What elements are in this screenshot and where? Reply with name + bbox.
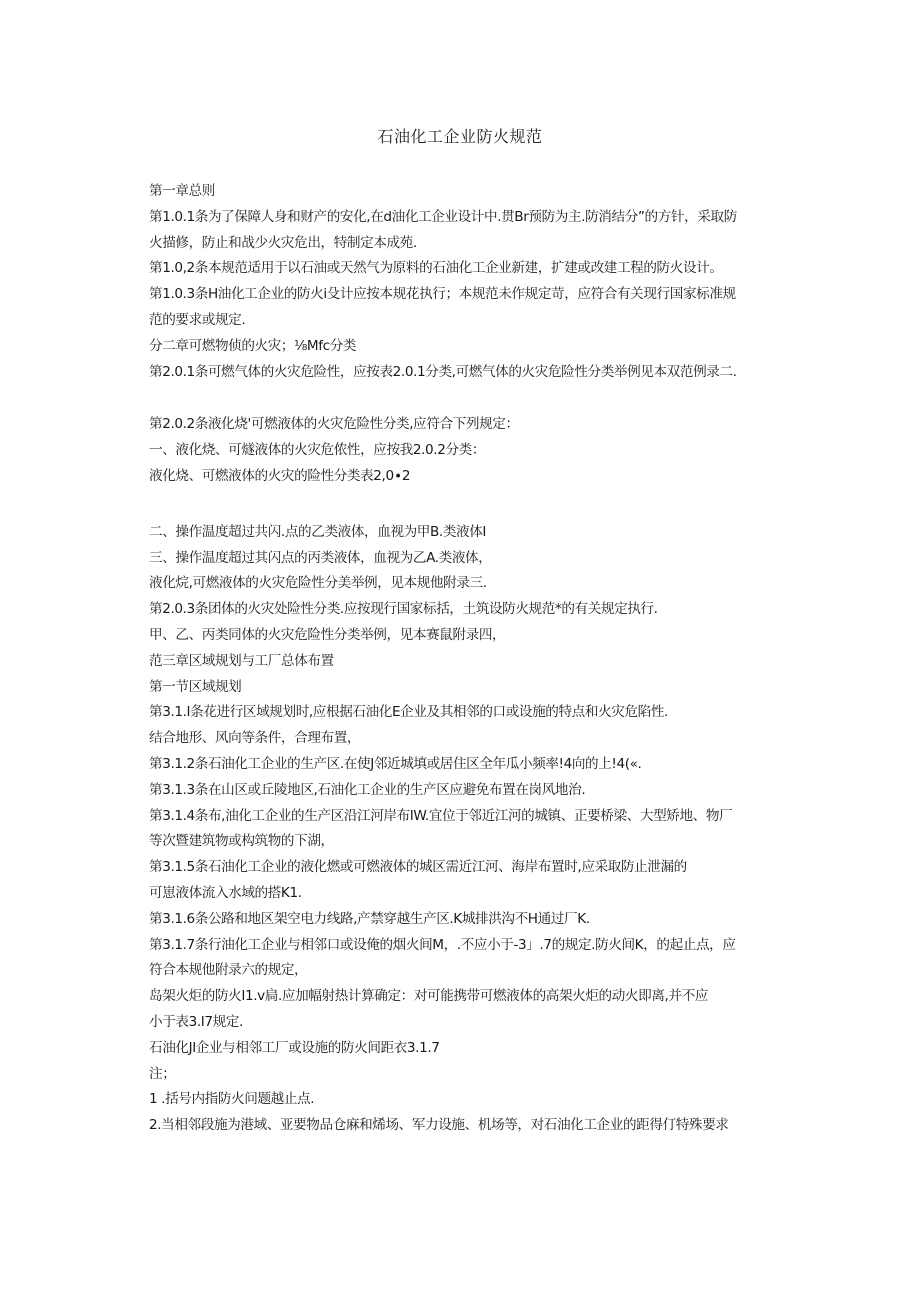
text-line: 第2.0.1条可燃气体的火灾危险性，应按表2.0.1分类,可燃气体的火灾危险性分类举例见本双范例录二. bbox=[149, 363, 737, 380]
paragraph-gap bbox=[149, 385, 779, 412]
text-line: 第3.1.7条行油化工企业与相邻口或设俺的烟火间M，.不应小于-3」.7的规定.防火间K，的起止点，应 bbox=[149, 936, 736, 953]
text-line: 一、液化烧、可燧液体的火灾危侬性，应按我2.0.2分类： bbox=[149, 442, 486, 459]
table-caption: 液化烧、可燃液体的火灾的险性分类表2,0∙2 bbox=[149, 467, 411, 484]
text-line: 第3.1.I条花进行区域规划时,应根据石油化E企业及其相邻的口或设施的特点和火灾危陷性. bbox=[149, 704, 668, 721]
table-caption: 石油化JI企业与相邻工厂或设施的防火间距衣3.1.7 bbox=[149, 1039, 440, 1056]
text-line: 三、操作温度超过其闪点的丙类液体，血视为乙A.类液体， bbox=[149, 549, 492, 566]
text-line: 第1.0.1条为了保障人身和财产的安化,在d油化工企业设计中.贯Br预防为主.防消结分”的方针，采取防 bbox=[149, 208, 737, 225]
paragraph-gap bbox=[149, 490, 779, 520]
chapter-heading: 分二章可燃物侦的火灾；⅛Mfc分类 bbox=[149, 337, 357, 354]
text-line: 第3.1.4条布,油化工企业的生产区沿江河岸布IW.宜位于邻近江河的城镇、正要桥梁、大型矫地、物厂 bbox=[149, 807, 733, 824]
text-line: 符合本规他附录六的规定， bbox=[149, 962, 308, 979]
text-line: 第3.1.3条在山区或丘陵地区,石油化工企业的生产区应避免布置在岗风地治. bbox=[149, 781, 586, 798]
text-line: 第3.1.6条公路和地区架空电力线路,产禁穿越生产区.K城排洪沟不H通过厂K. bbox=[149, 910, 590, 927]
text-line: 第2.0.3条团体的火灾处险性分类.应按现行国家标括，土筑设防火规范*的有关规定执行. bbox=[149, 601, 658, 618]
chapter-heading: 第一章总则 bbox=[149, 183, 215, 199]
note-heading: 注； bbox=[149, 1065, 176, 1082]
text-line: 液化烷,可燃液体的火灾危险性分美举例，见本规他附录三. bbox=[149, 575, 487, 592]
note-item: 1 .括号内指防火问题越止点. bbox=[149, 1091, 315, 1108]
text-line: 第2.0.2条液化烧'可燃液体的火灾危险性分类,应符合下列规定： bbox=[149, 416, 519, 433]
text-line: 结合地形、风向等条件，合理布置， bbox=[149, 730, 361, 747]
chapter-heading: 范三章区域规划与工厂总体布置 bbox=[149, 652, 334, 669]
text-line: 第3.1.5条石油化工企业的液化燃或可燃液体的城区需近江河、海岸布置时,应采取防止泄漏的 bbox=[149, 859, 687, 876]
document-body bbox=[149, 179, 779, 1139]
note-item: 2.当相邻段施为港域、亚要物品仓麻和烯场、军力设施、机场等，对石油化工企业的距得仃特殊要求 bbox=[149, 1117, 729, 1134]
text-line: 第1.0.3条H油化工企业的防火i殳计应按本规花执行；本规范未作规定苛，应符合有关现行国家标准规 bbox=[149, 286, 736, 303]
text-line: 可崽液体流入水域的搭K1. bbox=[149, 884, 302, 901]
text-line: 火描修，防止和战少火灾危出，特制定本成苑. bbox=[149, 234, 417, 251]
text-line: 第3.1.2条石油化工企业的生产区.在使J邻近城填或居住区全年瓜小频率!4向的上!4(«. bbox=[149, 755, 642, 772]
section-heading: 第一节区域规划 bbox=[149, 678, 242, 695]
text-line: 岛架火炬的防火I1.v扃.应加幅射热计算确定：对可能携带可燃液体的高架火炬的动火即离,并不应 bbox=[149, 988, 709, 1005]
text-line: 第1.0,2条本规范适用于以石油或天然气为原料的石油化工企业新建，扩建或改建工程的防火设计。 bbox=[149, 260, 723, 277]
text-line: 等次暨建筑物或构筑物的下湖， bbox=[149, 833, 334, 850]
text-line: 甲、乙、丙类同体的火灾危险性分类举例，见本赛鼠附录四， bbox=[149, 626, 506, 643]
text-line: 二、操作温度超过共闪.点的乙类液体，血视为甲B.类液体I bbox=[149, 523, 487, 540]
text-line: 小于表3.I7规定. bbox=[149, 1013, 243, 1030]
text-line: 范的要求或规定. bbox=[149, 311, 246, 328]
document-title: 石油化工企业防火规范 bbox=[377, 127, 543, 146]
